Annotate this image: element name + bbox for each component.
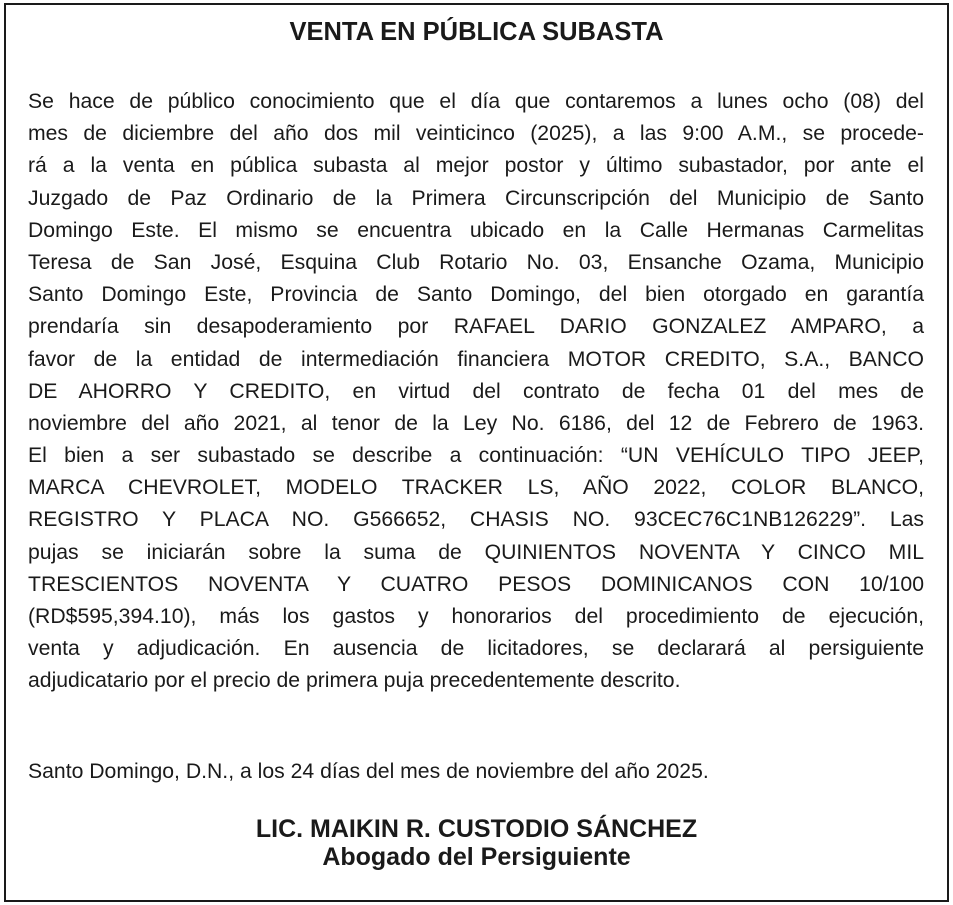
body-line: Se hace de público conocimiento que el día que contaremos a lunes ocho (08) del [28,90,924,113]
body-line: El bien a ser subastado se describe a continuación: “UN VEHÍCULO TIPO JEEP, [28,444,924,468]
body-line: Domingo Este. El mismo se encuentra ubicado en la Calle Hermanas Carmelitas [28,218,924,242]
body-line: Juzgado de Paz Ordinario de la Primera Circunscripción del Municipio de Santo [28,186,924,210]
notice-body [28,86,924,698]
body-line: noviembre del año 2021, al tenor de la Ley No. 6186, del 12 de Febrero de 1963. [28,411,924,435]
body-line: adjudicatario por el precio de primera puja precedentemente descrito. [28,669,681,693]
body-line: MARCA CHEVROLET, MODELO TRACKER LS, AÑO 2022, COLOR BLANCO, [28,476,924,500]
body-line: TRESCIENTOS NOVENTA Y CUATRO PESOS DOMINICANOS CON 10/100 [28,572,924,596]
body-line: favor de la entidad de intermediación financiera MOTOR CREDITO, S.A., BANCO [28,347,924,371]
body-line: prendaría sin desapoderamiento por RAFAEL DARIO GONZALEZ AMPARO, a [28,315,924,339]
body-line: venta y adjudicación. En ausencia de licitadores, se declarará al persiguiente [28,637,924,661]
body-line: rá a la venta en pública subasta al mejor postor y último subastador, por ante el [28,154,924,178]
notice-title: VENTA EN PÚBLICA SUBASTA [289,18,664,46]
legal-notice [4,3,949,902]
body-line: REGISTRO Y PLACA NO. G566652, CHASIS NO. 93CEC76C1NB126229”. Las [28,508,924,532]
signer-role: Abogado del Persiguiente [322,843,631,871]
body-line: Teresa de San José, Esquina Club Rotario No. 03, Ensanche Ozama, Municipio [28,250,924,274]
body-line: (RD$595,394.10), más los gastos y honorarios del procedimiento de ejecución, [28,605,924,628]
place-date: Santo Domingo, D.N., a los 24 días del mes de noviembre del año 2025. [28,760,709,783]
body-line: mes de diciembre del año dos mil veinticinco (2025), a las 9:00 A.M., se procede- [28,122,924,146]
body-line: DE AHORRO Y CREDITO, en virtud del contrato de fecha 01 del mes de [28,379,924,403]
body-line: Santo Domingo Este, Provincia de Santo Domingo, del bien otorgado en garantía [28,283,924,307]
body-line: pujas se iniciarán sobre la suma de QUINIENTOS NOVENTA Y CINCO MIL [28,540,924,564]
signer-name: LIC. MAIKIN R. CUSTODIO SÁNCHEZ [255,815,698,843]
